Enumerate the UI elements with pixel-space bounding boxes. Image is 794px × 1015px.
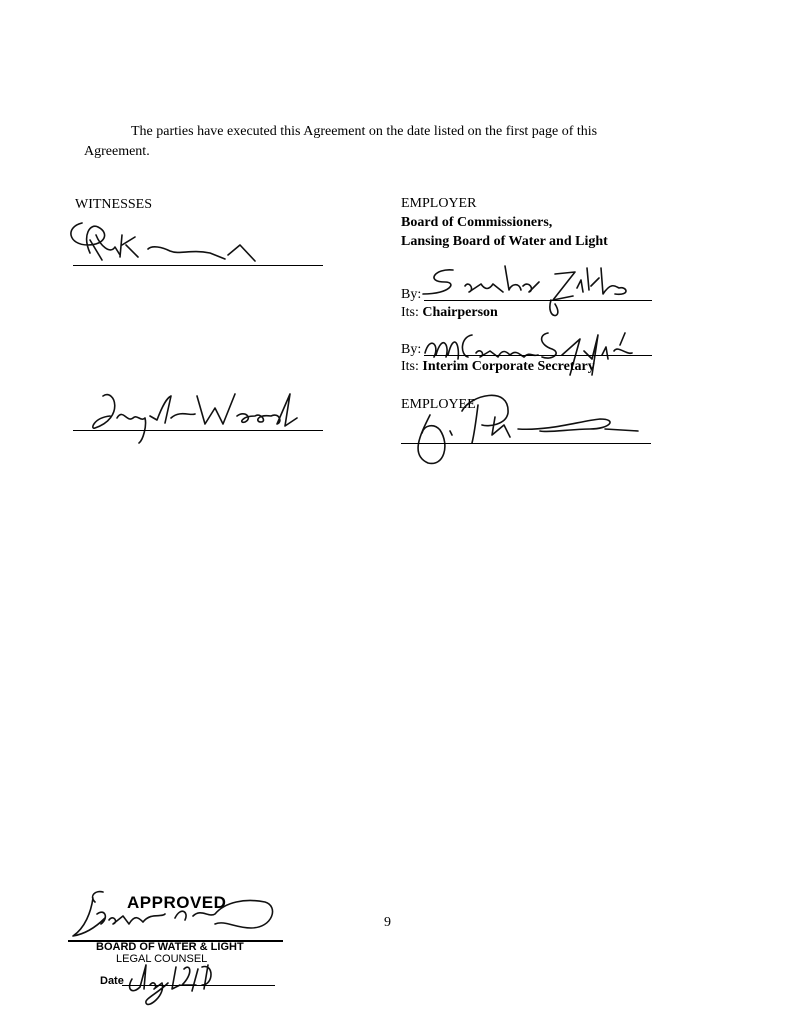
witnesses-heading: WITNESSES: [75, 197, 152, 212]
employee-signature: [400, 385, 650, 470]
employer-org-line-1: Board of Commissioners,: [401, 215, 553, 230]
employee-heading: EMPLOYEE: [401, 397, 476, 412]
secretary-title: Interim Corporate Secretary: [422, 359, 595, 374]
stamp-title: APPROVED: [127, 893, 227, 912]
witness-1-signature: [60, 215, 330, 275]
chairperson-its-row: [401, 304, 498, 321]
chairperson-its-label: Its:: [401, 305, 419, 320]
secretary-by-label: By:: [401, 342, 422, 357]
stamp-date-label: Date: [100, 975, 124, 987]
employer-org-line-2: Lansing Board of Water and Light: [401, 234, 608, 249]
chairperson-by-label: By:: [401, 287, 422, 302]
secretary-signature-line: [424, 355, 652, 356]
witness-1-signature-line: [73, 265, 323, 266]
witness-2-signature: [85, 388, 325, 448]
witness-2-signature-line: [73, 430, 323, 431]
employee-signature-line: [401, 443, 651, 444]
stamp-org-line-2: LEGAL COUNSEL: [116, 953, 208, 965]
stamp-org-line-1: BOARD OF WATER & LIGHT: [96, 941, 244, 953]
secretary-its-label: Its:: [401, 359, 419, 374]
stamp-date-line: [122, 985, 275, 986]
employer-heading: EMPLOYER: [401, 196, 477, 211]
stamp-date-handwritten: [118, 955, 248, 1010]
secretary-its-row: [401, 358, 595, 375]
intro-line-1: The parties have executed this Agreement on the date listed on the first page of this: [131, 124, 598, 139]
chairperson-title: Chairperson: [422, 305, 498, 320]
page-number: 9: [384, 915, 391, 930]
intro-line-2: Agreement.: [84, 144, 150, 159]
legal-counsel-signature: [65, 888, 295, 948]
chairperson-signature-line: [424, 300, 652, 301]
